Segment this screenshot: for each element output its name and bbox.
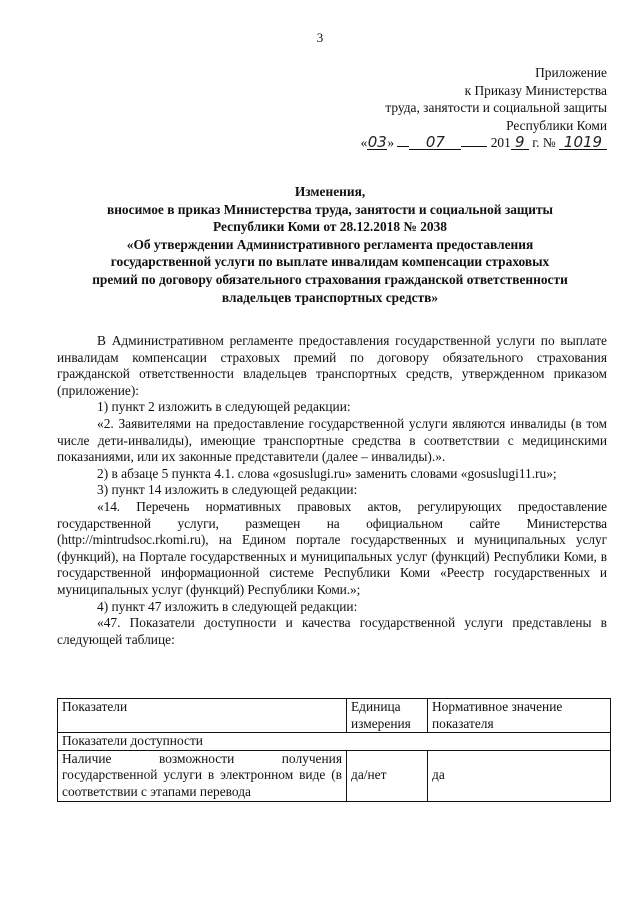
appendix-line-1: Приложение [535, 65, 607, 80]
title-line: «Об утверждении Административного регламента предоставления [126, 236, 534, 252]
number-label: г. № [532, 135, 556, 150]
table-cell: Наличие возможности получения государственной услуги в электронном виде (в соответствии с этапами перевода [58, 750, 347, 801]
table-section-row [58, 733, 611, 751]
title-line: Изменения, [294, 184, 366, 199]
handwritten-day: 03 [367, 133, 387, 151]
item-1-text: «2. Заявителями на предоставление государственной услуги являются инвалиды (в том числе дети-инвалиды), имеющие транспортные средства в соответствии с медицинскими показаниями, или их законные представители (далее – инвалиды).». [57, 415, 607, 465]
handwritten-month: 07 [409, 135, 461, 150]
title-line: владельцев транспортных средств» [221, 289, 439, 305]
handwritten-order-number: 1019 [559, 135, 607, 150]
appendix-line-3: труда, занятости и социальной защиты [385, 100, 607, 115]
table-cell: да [428, 750, 611, 801]
title-line: Республики Коми от 28.12.2018 № 2038 [213, 219, 447, 235]
indicators-table [57, 698, 611, 802]
table-section-cell: Показатели доступности [58, 733, 611, 751]
appendix-line-4: Республики Коми [506, 117, 607, 133]
order-date-line [361, 134, 607, 152]
title-line: вносимое в приказ Министерства труда, занятости и социальной защиты [106, 201, 553, 217]
page-number: 3 [316, 30, 324, 45]
intro-paragraph: В Административном регламенте предоставления государственной услуги по выплате инвалидам компенсации страховых премий по договору обязательного страхования гражданской ответственности владельцев транспортных средств, утвержденном приказом (приложение): [57, 333, 607, 398]
handwritten-year-digit: 9 [511, 135, 529, 150]
document-body [57, 333, 607, 648]
item-3: 3) пункт 14 изложить в следующей редакции: [97, 482, 358, 498]
document-title [60, 183, 600, 306]
table-header-cell: Единица измерения [347, 699, 428, 733]
table-header-cell: Показатели [58, 699, 347, 733]
appendix-block [361, 64, 607, 152]
table-header-cell: Нормативное значение показателя [428, 699, 611, 733]
item-4-text: «47. Показатели доступности и качества государственной услуги представлены в следующей таблице: [57, 615, 607, 647]
table-cell: да/нет [347, 750, 428, 801]
blank-underline [461, 134, 487, 147]
item-2: 2) в абзаце 5 пункта 4.1. слова «gosuslugi.ru» заменить словами «gosuslugi11.ru»; [97, 465, 557, 481]
blank-underline [397, 134, 409, 147]
appendix-line-2: к Приказу Министерства [464, 82, 607, 98]
quote-open: « [360, 135, 368, 150]
item-1: 1) пункт 2 изложить в следующей редакции: [97, 399, 351, 415]
item-3-text: «14. Перечень нормативных правовых актов, регулирующих предоставление государственной услуги, размещен на официальном сайте Министерства (http://mintrudsoc.rkomi.ru), на Едином портале государственных и муниципальных услуг (функций), на Портале государственных и муниципальных услуг (функций) Республики Коми, в государственной информационной системе Республики Коми «Реестр государственных и муниципальных услуг (функций) Республики Коми.»; [57, 498, 607, 597]
title-line: государственной услуги по выплате инвалидам компенсации страховых [110, 254, 550, 270]
table-row [58, 750, 611, 801]
table-header-row [58, 699, 611, 733]
item-4: 4) пункт 47 изложить в следующей редакции: [97, 598, 358, 614]
year-prefix: 201 [490, 135, 511, 150]
title-line: премий по договору обязательного страхования гражданской ответственности [92, 271, 568, 287]
quote-close: » [387, 135, 395, 150]
